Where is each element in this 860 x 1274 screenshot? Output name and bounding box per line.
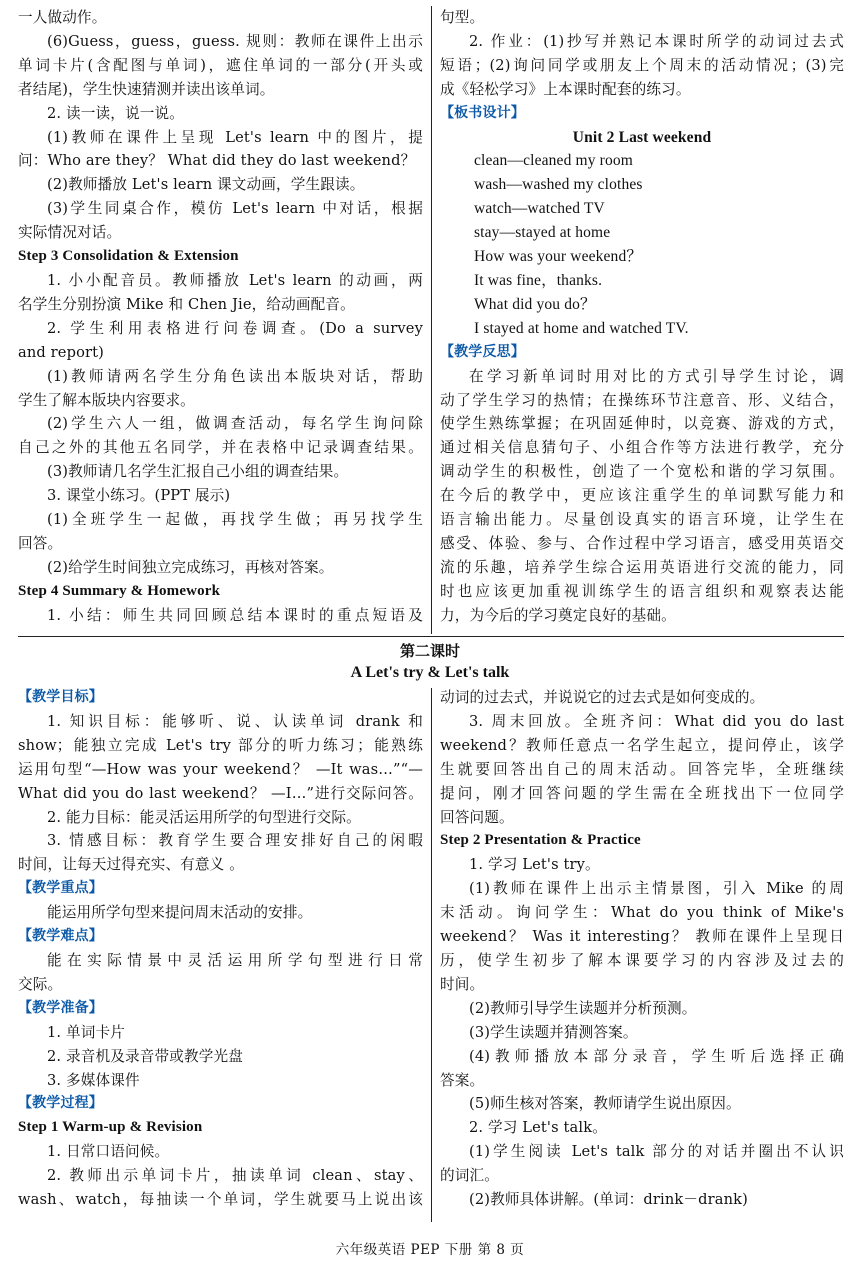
text-line: 在学习新单词时用对比的方式引导学生讨论，调 bbox=[469, 367, 844, 385]
text-line: 回答问题。 bbox=[440, 808, 514, 826]
text-line: 3. 课堂小练习。(PPT 展示) bbox=[47, 487, 231, 505]
text-line: 历，使学生初步了解本课要学习的内容涉及过去的 bbox=[440, 951, 844, 969]
text-line: wash、watch，每抽读一个单词，学生就要马上说出该 bbox=[18, 1191, 423, 1209]
text-line: Step 4 Summary & Homework bbox=[18, 582, 221, 599]
text-line: (2)教师具体讲解。(单词：drink－drank) bbox=[469, 1191, 748, 1209]
text-line: 时也应该更加重视训练学生的语言组织和观察表达能 bbox=[440, 582, 844, 600]
text-line: (2)教师引导学生读题并分析预测。 bbox=[469, 999, 697, 1017]
text-line: 自己之外的其他五名同学，并在表格中记录调查结果。 bbox=[18, 439, 423, 457]
text-line: Unit 2 Last weekend bbox=[572, 128, 712, 146]
text-line: 名学生分别扮演 Mike 和 Chen Jie，给动画配音。 bbox=[18, 295, 355, 313]
text-line: 感受、体验、参与、合作过程中学习语言，感受用英语交 bbox=[440, 534, 844, 552]
column-top-left bbox=[18, 6, 423, 628]
text-line: 1. 知识目标：能够听、说、认读单词 drank 和 bbox=[47, 712, 423, 730]
text-line: 2. 录音机及录音带或教学光盘 bbox=[47, 1047, 243, 1065]
text-line: 实际情况对话。 bbox=[18, 224, 122, 242]
text-line: (2)教师播放 Let's learn 课文动画，学生跟读。 bbox=[47, 176, 365, 194]
text-line: 提问，刚才回答问题的学生需在全班找出下一位同学 bbox=[440, 784, 844, 802]
text-line: 调动学生的积极性，创造了一个宽松和谐的学习氛围。 bbox=[440, 463, 844, 481]
text-line: (1)教师在课件上呈现 Let's learn 中的图片，提 bbox=[47, 128, 423, 146]
text-line: Step 1 Warm-up & Revision bbox=[18, 1119, 203, 1136]
text-line: (2)学生六人一组，做调查活动，每名学生询问除 bbox=[47, 415, 423, 433]
text-line: (2)给学生时间独立完成练习，再核对答案。 bbox=[47, 558, 334, 576]
text-line: I stayed at home and watched TV. bbox=[474, 319, 689, 337]
text-line: 1. 小结：师生共同回顾总结本课时的重点短语及 bbox=[47, 606, 423, 624]
text-line: 生就要回答出自己的周末活动。回答完毕，全班继续 bbox=[440, 760, 844, 778]
text-line: 1. 日常口语问候。 bbox=[47, 1143, 170, 1161]
text-line: 动词的过去式，并说说它的过去式是如何变成的。 bbox=[440, 689, 765, 706]
text-line: watch—watched TV bbox=[474, 200, 605, 218]
text-line: 【板书设计】 bbox=[440, 104, 525, 121]
column-bottom-right bbox=[440, 686, 844, 1212]
text-line: and report) bbox=[18, 343, 105, 361]
text-line: (1)学生阅读 Let's talk 部分的对话并圈出不认识 bbox=[469, 1143, 844, 1161]
text-line: 【教学反思】 bbox=[440, 343, 525, 360]
text-line: 【教学难点】 bbox=[18, 928, 103, 945]
text-line: 【教学过程】 bbox=[18, 1095, 103, 1112]
text-line: clean—cleaned my room bbox=[474, 152, 633, 170]
text-line: 短语；(2)询问同学或朋友上个周末的活动情况；(3)完 bbox=[440, 56, 844, 74]
text-line: 通过相关信息猜句子、小组合作等方法进行教学，充分 bbox=[440, 439, 844, 457]
section-title: 第二课时 bbox=[399, 642, 460, 660]
lesson-title: A Let's try & Let's talk bbox=[350, 664, 510, 681]
text-line: (5)师生核对答案，教师请学生说出原因。 bbox=[469, 1095, 741, 1113]
text-line: 动了学生学习的热情；在操练环节注意音、形、义结合， bbox=[440, 391, 844, 409]
column-bottom-left bbox=[18, 686, 423, 1212]
text-line: 【教学准备】 bbox=[18, 999, 103, 1016]
text-line: 3. 周末回放。全班齐问：What did you do last bbox=[469, 712, 844, 730]
page-footer: 六年级英语 PEP 下册 第 8 页 bbox=[335, 1242, 525, 1258]
text-line: show；能独立完成 Let's try 部分的听力练习；能熟练 bbox=[18, 736, 423, 754]
text-line: weekend？教师任意点一名学生起立，提问停止，该学 bbox=[440, 736, 844, 754]
text-line: (3)学生读题并猜测答案。 bbox=[469, 1023, 638, 1041]
text-line: 学生了解本版块内容要求。 bbox=[18, 391, 195, 409]
text-line: 2. 作业：(1)抄写并熟记本课时所学的动词过去式 bbox=[469, 32, 844, 50]
text-line: 时间，让每天过得充实、有意义 。 bbox=[18, 856, 244, 874]
text-line: 交际。 bbox=[18, 975, 63, 993]
text-line: 答案。 bbox=[440, 1071, 485, 1089]
text-line: 2. 教师出示单词卡片，抽读单词 clean、stay、 bbox=[47, 1167, 423, 1185]
text-line: (1)全班学生一起做，再找学生做；再另找学生 bbox=[47, 511, 423, 529]
text-line: 【教学重点】 bbox=[18, 880, 103, 897]
text-line: (1)教师在课件上出示主情景图，引入 Mike 的周 bbox=[469, 880, 844, 898]
text-line: 【教学目标】 bbox=[18, 689, 103, 705]
text-line: 句型。 bbox=[440, 9, 485, 26]
text-line: 的词汇。 bbox=[440, 1167, 499, 1185]
text-line: 1. 小小配音员。教师播放 Let's learn 的动画，两 bbox=[47, 271, 423, 289]
text-line: How was your weekend？ bbox=[474, 248, 643, 266]
text-line: 1. 学习 Let's try。 bbox=[469, 856, 600, 874]
text-line: Step 2 Presentation & Practice bbox=[440, 832, 641, 849]
text-line: What did you do？ bbox=[474, 295, 596, 313]
text-line: 1. 单词卡片 bbox=[47, 1023, 125, 1041]
text-line: stay—stayed at home bbox=[474, 224, 611, 242]
text-line: 时间。 bbox=[440, 975, 485, 993]
column-top-right bbox=[440, 6, 844, 628]
text-line: 末活动。询问学生：What do you think of Mike's bbox=[440, 904, 844, 922]
text-line: 使学生熟练掌握；在巩固延伸时，以竞赛、游戏的方式， bbox=[440, 415, 844, 433]
text-line: (3)学生同桌合作，模仿 Let's learn 中对话，根据 bbox=[47, 200, 423, 218]
text-line: 力，为今后的学习奠定良好的基础。 bbox=[440, 606, 676, 624]
text-line: 3. 多媒体课件 bbox=[47, 1071, 140, 1089]
text-line: 成《轻松学习》上本课时配套的练习。 bbox=[440, 80, 691, 98]
text-line: 流的乐趣，培养学生综合运用英语进行交流的能力，同 bbox=[440, 558, 844, 576]
text-line: 者结尾)，学生快速猜测并读出该单词。 bbox=[18, 80, 275, 98]
text-line: (6)Guess，guess，guess. 规则：教师在课件上出示 bbox=[47, 32, 423, 50]
text-line: What did you do last weekend？ —I…”进行交际问答。 bbox=[18, 784, 423, 802]
text-line: 在今后的教学中，更应该注重学生的单词默写能力和 bbox=[440, 487, 844, 505]
text-line: It was fine，thanks. bbox=[474, 271, 603, 289]
text-line: wash—washed my clothes bbox=[474, 176, 643, 194]
text-line: 回答。 bbox=[18, 534, 63, 552]
text-line: (4)教师播放本部分录音，学生听后选择正确 bbox=[469, 1047, 844, 1065]
text-line: (1)教师请两名学生分角色读出本版块对话，帮助 bbox=[47, 367, 423, 385]
text-line: 能在实际情景中灵活运用所学句型进行日常 bbox=[47, 951, 423, 969]
text-line: (3)教师请几名学生汇报自己小组的调查结果。 bbox=[47, 463, 349, 481]
text-line: 语言输出能力。尽量创设真实的语言环境，让学生在 bbox=[440, 511, 844, 529]
text-line: Step 3 Consolidation & Extension bbox=[18, 248, 239, 265]
column-divider-bottom bbox=[431, 688, 432, 1222]
text-line: 2. 读一读，说一说。 bbox=[47, 104, 184, 122]
text-line: 问：Who are they？ What did they do last weekend？ bbox=[18, 152, 416, 170]
text-line: 2. 学生利用表格进行问卷调查。(Do a survey bbox=[47, 319, 423, 337]
text-line: 2. 能力目标：能灵活运用所学的句型进行交际。 bbox=[47, 808, 361, 826]
text-line: 运用句型“—How was your weekend？ —It was…”“— bbox=[18, 760, 423, 778]
text-line: 单词卡片(含配图与单词)，遮住单词的一部分(开头或 bbox=[18, 56, 423, 74]
column-divider-top bbox=[431, 6, 432, 634]
text-line: 能运用所学句型来提问周末活动的安排。 bbox=[47, 904, 313, 922]
text-line: 3. 情感目标：教育学生要合理安排好自己的闲暇 bbox=[47, 832, 423, 850]
section-rule bbox=[18, 636, 844, 637]
text-line: weekend？ Was it interesting？ 教师在课件上呈现日 bbox=[440, 928, 844, 946]
text-line: 2. 学习 Let's talk。 bbox=[469, 1119, 607, 1137]
text-line: 一人做动作。 bbox=[18, 9, 107, 26]
